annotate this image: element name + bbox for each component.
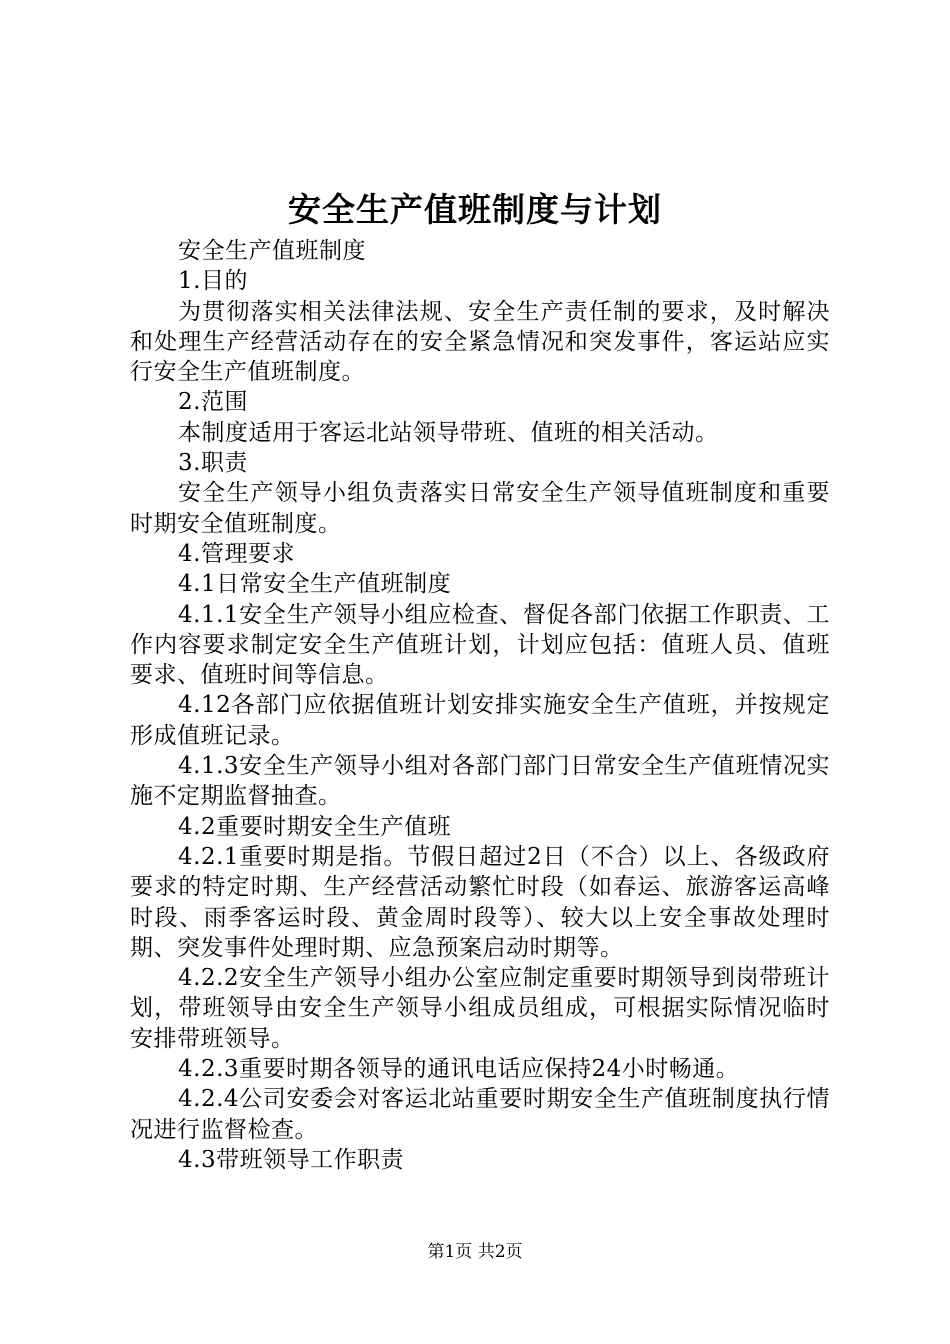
section-heading-scope: 2.范围 [178,389,248,416]
paragraph-purpose: 为贯彻落实相关法律法规、安全生产责任制的要求，及时解决和处理生产经营活动存在的安全紧急情况和突发事件，客运站应实行安全生产值班制度。 [130,298,830,386]
paragraph-4-2-2: 4.2.2安全生产领导小组办公室应制定重要时期领导到岗带班计划，带班领导由安全生产领导小组成员组成，可根据实际情况临时安排带班领导。 [130,965,830,1052]
paragraph-4-1-1: 4.1.1安全生产领导小组应检查、督促各部门依据工作职责、工作内容要求制定安全生产值班计划，计划应包括：值班人员、值班要求、值班时间等信息。 [130,601,830,689]
paragraph-heading-system: 安全生产值班制度 [178,238,366,264]
paragraph-4-2-3: 4.2.3重要时期各领导的通讯电话应保持24小时畅通。 [178,1056,740,1083]
document-title: 安全生产值班制度与计划 [288,190,662,229]
paragraph-4-2-1: 4.2.1重要时期是指。节假日超过2日（不合）以上、各级政府要求的特定时期、生产经营活动繁忙时段（如春运、旅游客运高峰时段、雨季客运时段、黄金周时段等）、较大以上安全事故处理时期、突发事件处理时期、应急预案启动时期等。 [130,843,830,961]
section-heading-duties: 3.职责 [178,450,248,477]
section-heading-purpose: 1.目的 [178,268,248,295]
paragraph-4-1-3: 4.1.3安全生产领导小组对各部门部门日常安全生产值班情况实施不定期监督抽查。 [130,753,830,810]
document-body [130,236,830,1175]
paragraph-4-2-4: 4.2.4公司安委会对客运北站重要时期安全生产值班制度执行情况进行监督检查。 [130,1086,830,1143]
page-footer: 第1页 共2页 [427,1242,523,1262]
paragraph-scope: 本制度适用于客运北站领导带班、值班的相关活动。 [178,419,719,446]
subsection-heading-leader-duties: 4.3带班领导工作职责 [178,1146,405,1173]
subsection-heading-important: 4.2重要时期安全生产值班 [178,813,452,840]
paragraph-4-1-2: 4.12各部门应依据值班计划安排实施安全生产值班，并按规定形成值班记录。 [130,692,830,749]
section-heading-management: 4.管理要求 [178,540,295,567]
subsection-heading-daily: 4.1日常安全生产值班制度 [178,571,452,598]
paragraph-duties: 安全生产领导小组负责落实日常安全生产领导值班制度和重要时期安全值班制度。 [130,480,830,537]
